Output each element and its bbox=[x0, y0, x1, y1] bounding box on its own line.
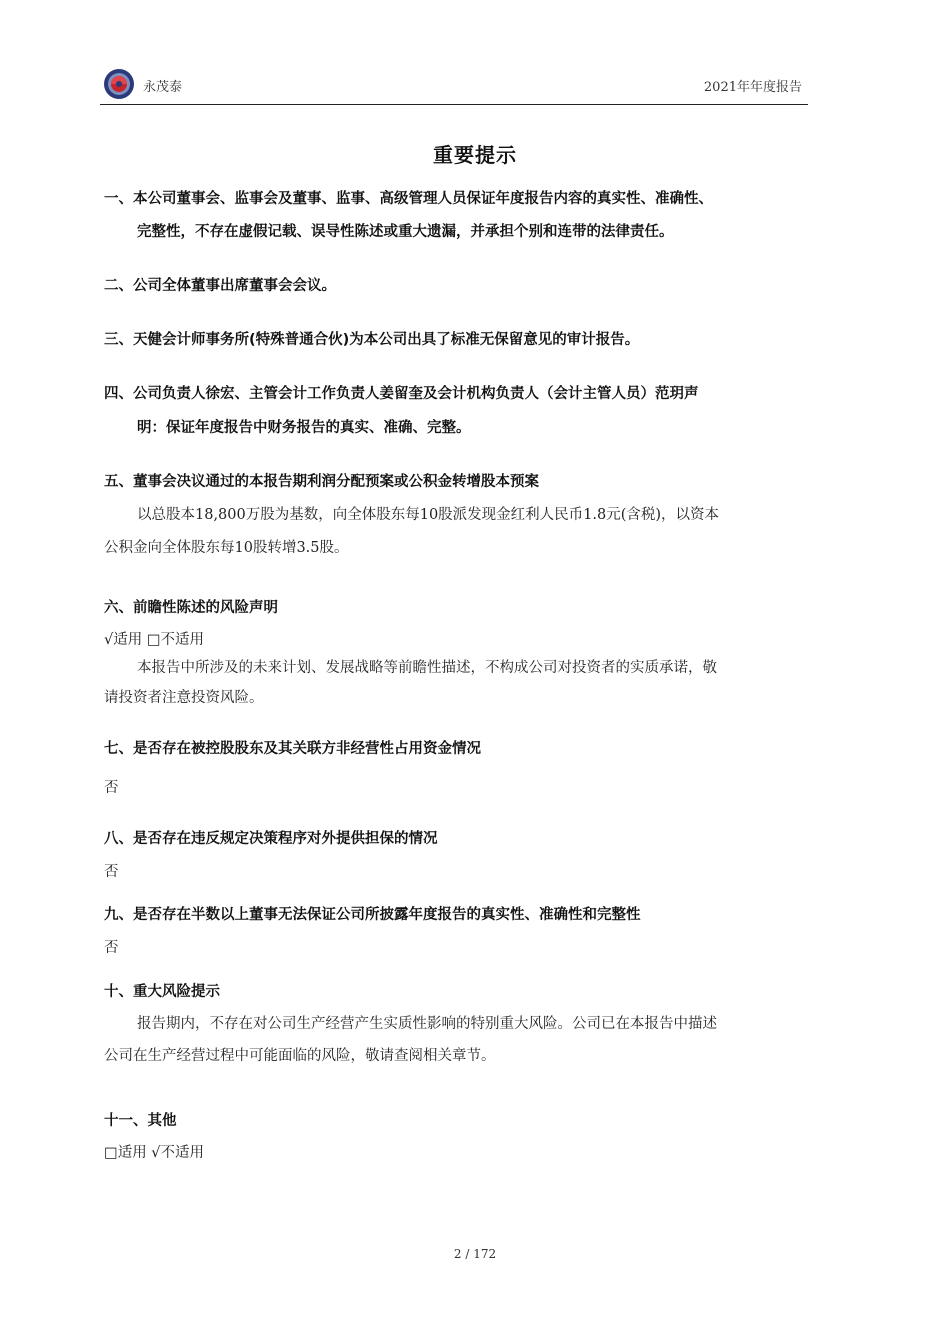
page-header bbox=[100, 66, 808, 105]
item-10-line-2: 公司在生产经营过程中可能面临的风险，敬请查阅相关章节。 bbox=[104, 1048, 496, 1064]
page-title: 重要提示 bbox=[433, 143, 517, 167]
item-3: 三、天健会计师事务所(特殊普通合伙)为本公司出具了标准无保留意见的审计报告。 bbox=[104, 332, 640, 348]
item-6-line-2: 请投资者注意投资风险。 bbox=[104, 690, 264, 706]
item-10-line-1: 报告期内，不存在对公司生产经营产生实质性影响的特别重大风险。公司已在本报告中描述 bbox=[137, 1016, 717, 1032]
page-number: 2 / 172 bbox=[453, 1247, 497, 1261]
item-11-heading: 十一、其他 bbox=[104, 1113, 177, 1129]
item-9-heading: 九、是否存在半数以上董事无法保证公司所披露年度报告的真实性、准确性和完整性 bbox=[104, 907, 641, 923]
item-5-line-2: 公积金向全体股东每10股转增3.5股。 bbox=[104, 540, 349, 556]
item-4-line-1: 四、公司负责人徐宏、主管会计工作负责人姜留奎及会计机构负责人（会计主管人员）范玥声 bbox=[104, 386, 699, 402]
company-name: 永茂泰 bbox=[143, 80, 183, 95]
item-10-heading: 十、重大风险提示 bbox=[104, 984, 220, 1000]
company-logo-icon bbox=[103, 68, 135, 100]
item-6-line-1: 本报告中所涉及的未来计划、发展战略等前瞻性描述，不构成公司对投资者的实质承诺，敬 bbox=[137, 660, 717, 676]
item-1-line-1: 一、本公司董事会、监事会及董事、监事、高级管理人员保证年度报告内容的真实性、准确性、 bbox=[104, 191, 713, 207]
item-6-heading: 六、前瞻性陈述的风险声明 bbox=[104, 600, 278, 616]
report-name: 2021年年度报告 bbox=[703, 80, 802, 95]
item-5-heading: 五、董事会决议通过的本报告期利润分配预案或公积金转增股本预案 bbox=[104, 474, 539, 490]
item-7-heading: 七、是否存在被控股股东及其关联方非经营性占用资金情况 bbox=[104, 741, 481, 757]
item-1-line-2: 完整性，不存在虚假记载、误导性陈述或重大遗漏，并承担个别和连带的法律责任。 bbox=[137, 224, 674, 240]
item-7-answer: 否 bbox=[104, 780, 119, 796]
item-9-answer: 否 bbox=[104, 940, 119, 956]
item-6-option: √适用 □不适用 bbox=[104, 632, 205, 648]
item-2: 二、公司全体董事出席董事会会议。 bbox=[104, 278, 336, 294]
item-8-answer: 否 bbox=[104, 864, 119, 880]
item-4-line-2: 明：保证年度报告中财务报告的真实、准确、完整。 bbox=[137, 420, 471, 436]
item-8-heading: 八、是否存在违反规定决策程序对外提供担保的情况 bbox=[104, 831, 438, 847]
item-11-option: □适用 √不适用 bbox=[104, 1145, 205, 1161]
item-5-line-1: 以总股本18,800万股为基数，向全体股东每10股派发现金红利人民币1.8元(含税)，以资本 bbox=[137, 507, 720, 523]
